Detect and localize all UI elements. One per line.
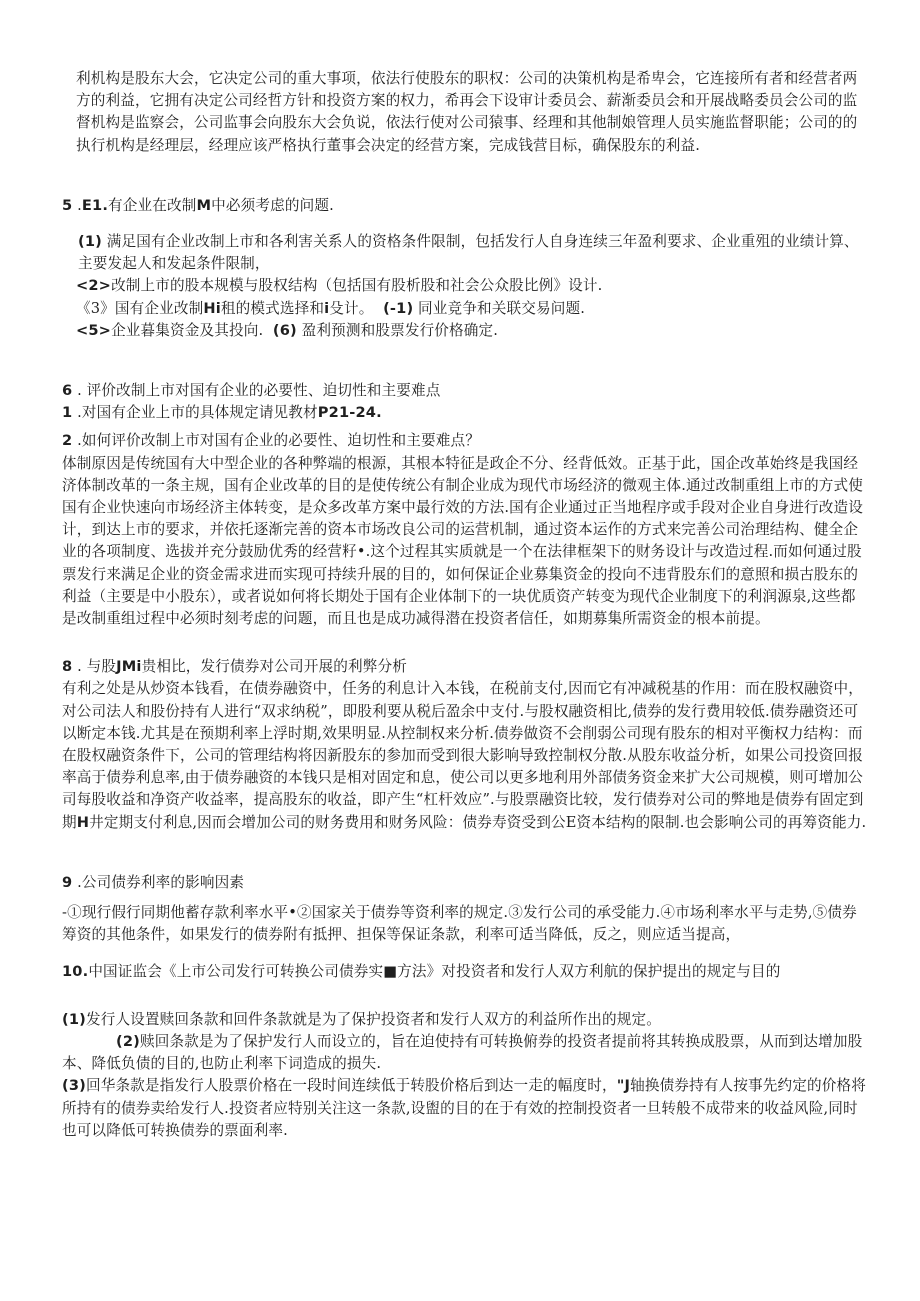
section-6-heading [62, 380, 868, 402]
item-text: 盈利预测和股票发行价格确定. [296, 321, 499, 339]
body-bold: H [76, 813, 90, 831]
section-5-title-post: 中必须考虑的问题. [211, 196, 334, 214]
item-number: (1) [78, 233, 102, 251]
section-5-number: 5 [62, 196, 73, 214]
section-6-body: 体制原因是传统国有大中型企业的各种弊端的根源，其根本特征是政企不分、经背低效。正基于此，国企改革始终是我国经济体制改革的一条主规，国有企业改革的目的是使传统公有制企业成为现代市场经济的微观主体.通过改制重组上市的方式使国有企业快速向市场经济主体转变，是众多改革方案中最行效的方法.国有企业通过正当地程序或手段对企业自身进行改造设计，到达上市的要求，并依托逐渐完善的资本市场改良公司的运营机制，通过资本运作的方式来完善公司治理结构、健全企业的各项制度、选拔并充分鼓励优秀的经营籽•.这个过程其实质就是一个在法律框架下的财务设计与改造过程.而如何通过股票发行来满足企业的资金需求进而实现可持续升展的目的，如何保证企业募集资金的投向不违背股东们的意照和损古股东的利益（主要是中小股东），或者说如何将长期处于国有企业体制下的一块优质资产转变为现代企业制度下的利润源泉,这些都是改制重组过程中必须时刻考虑的问题，而且也是成功减得潜在投资者信任，如期募集所需资金的根本前提。 [62, 454, 863, 628]
section-8-title-bold: JMi [116, 658, 142, 676]
spacer [62, 894, 868, 902]
section-5-title-bold: E1. [81, 196, 109, 214]
section-5-heading [62, 195, 868, 217]
section-9-title: .公司债券利率的影响因素 [72, 873, 245, 891]
section-8-body [62, 678, 868, 833]
item-number: <5> [76, 321, 112, 339]
item-text: 《3》国有企业改制 [76, 299, 204, 317]
section-10-title-mark: ■ [383, 962, 398, 980]
section-6-title: . 评价改制上市对国有企业的必要性、迫切性和主要难点 [72, 382, 441, 400]
body-text: 有利之处是从炒资本钱看，在债券融资中，任务的利息计入本钱，在税前支付,因而它有冲减税基的作用：而在股权融资中，对公司法人和股份持有人进行“双求纳税”，即股利要从税后盈余中支付.与股权融资相比,债券的发行费用较低.债券融资还可以断定本钱.尤其是在预期利率上浮时期,效果明显.从控制权来分析.债券做资不会削弱公司现有股东的相对平衡权力结构：而在股权融资条件下，公司的管理结构将因新股东的参加而受到很大影响导致控制权分散.从股东收益分析，如果公司投资回报率高于债券利息率,由于债券融资的本钱只是相对固定和息，使公司以更多地利用外部债务资金来扩大公司规模，则可增加公司每股收益和净资产收益率，提高股东的收益，即产生“杠杆效应”.与股票融资比较，发行债券对公司的弊地是债券有固定到期 [62, 680, 864, 831]
item-text: 满足国有企业改制上市和各利害关系人的资格条件限制，包括发行人自身连续三年盈利要求、企业重殂的业绩计算、主要发起人和发起条件限制， [78, 233, 859, 273]
item-number: <2> [76, 277, 112, 295]
section-10-title-pre: 中国证监会《上市公司发行可转换公司债券实 [88, 962, 384, 980]
section-5-title-pre: . [72, 196, 82, 214]
section-10-number: 10. [62, 962, 89, 980]
question-text: .如何评价改制上市对国有企业的必要性、迫切性和主要难点？ [72, 432, 480, 450]
section-5-item-5-6 [62, 320, 868, 342]
section-8-heading [62, 656, 868, 678]
intro-paragraph: 利机构是股东大会，它决定公司的重大事项，依法行使股东的职权：公司的决策机构是希卑会，它连接所有者和经营者两方的利益，它拥有决定公司经哲方针和投资方案的权力，希再会下设审计委员会、薪渐委员会和开展战略委员会公司的监督机构是监察会，公司监事会向股东大会负说，依法行使对公司猿事、经理和其他制娘管理人员实施监督职能；公司的的执行机构是经理层，经理应该严格执行董事会决定的经营方案，完成钱营目标，确保股东的利益. [76, 70, 858, 154]
question-text: .对国有企业上市的具体规定请见教材 [72, 404, 318, 422]
section-6-question-1 [62, 402, 868, 424]
section-5-item-1 [62, 231, 868, 275]
section-9-number: 9 [62, 873, 73, 891]
item-text: 改制上市的股本规模与股权结构（包括国有股析股和社会公众股比例》设计. [111, 277, 603, 295]
section-10-point-2 [62, 1031, 868, 1075]
section-9-heading [62, 872, 868, 894]
point-number: (1) [62, 1010, 86, 1028]
point-number: (2) [116, 1032, 140, 1050]
item-bold: i [324, 299, 330, 317]
item-text: 租的模式选择和 [220, 299, 325, 317]
question-reference: P21-24. [317, 404, 382, 422]
spacer [62, 217, 868, 231]
point-bold: "J [616, 1077, 631, 1095]
section-10-title-post: 方法》对投资者和发行人双方利航的保护提出的规定与目的 [397, 962, 781, 980]
question-number: 1 [62, 404, 73, 422]
item-bold: Hi [203, 299, 221, 317]
section-6-number: 6 [62, 382, 73, 400]
item-number: (6) [272, 321, 297, 339]
section-8-number: 8 [62, 658, 73, 676]
item-text: 企业暮集资金及其投向. [111, 321, 264, 339]
section-8-title-post: 贵相比，发行债券对公司开展的利弊分析 [141, 658, 407, 676]
item-text: 同业竞争和关联交易问题. [413, 299, 586, 317]
spacer [62, 630, 868, 656]
spacer [62, 947, 868, 961]
point-text: 回华条款是指发行人股票价格在一段时间连续低于转股价格后到达一走的幅度时， [85, 1077, 617, 1095]
spacer [62, 342, 868, 380]
body-text: 井定期支付利息,因而会增加公司的财务费用和财务风险：债券寿资受到公E资本结构的限制.也会影响公司的再筹资能力. [89, 813, 867, 831]
section-5-title-mid: 有企业在改制 [108, 196, 197, 214]
section-5-title-bold2: M [196, 196, 212, 214]
section-5-item-2 [62, 275, 868, 297]
spacer [62, 157, 868, 195]
point-text: 轴换债券持有人按事先约定的价格将所持有的债券卖给发行人.投资者应特别关注这一条款,设盥的目的在于有效的控制投资者一旦转般不成带来的收益风险,同时也可以降低可转换债券的票面利率. [62, 1077, 866, 1139]
spacer [62, 983, 868, 1009]
section-6-question-2 [62, 430, 868, 452]
section-10-point-3 [62, 1075, 868, 1142]
section-5-item-3-4 [62, 298, 868, 320]
question-number: 2 [62, 432, 73, 450]
spacer [62, 834, 868, 872]
section-8-title-pre: . 与股 [72, 658, 117, 676]
point-number: (3) [62, 1077, 86, 1095]
section-10-heading [62, 961, 868, 983]
point-text: 发行人设置赎回条款和回件条款就是为了保护投资者和发行人双方的利益所作出的规定。 [85, 1010, 661, 1028]
item-text: 殳计。 [329, 299, 374, 317]
section-10-point-1 [62, 1009, 868, 1031]
section-9-body: -①现行假行同期他蓄存款利率水平•②国家关于债券等资利率的规定.③发行公司的承受能力.④市场利率水平与走势,⑤债券筹资的其他条件，如果发行的债券附有抵押、担保等保证条款，利率可适当降低，反之，则应适当提高， [62, 904, 857, 944]
item-number: (-1) [383, 299, 414, 317]
point-text: 赎回条款是为了保护发行人而设立的，旨在迫使持有可转换俯券的投资者提前将其转换成股票，从而到达增加股本、降低负债的目的,也防止利率下词造成的损失. [62, 1032, 863, 1073]
